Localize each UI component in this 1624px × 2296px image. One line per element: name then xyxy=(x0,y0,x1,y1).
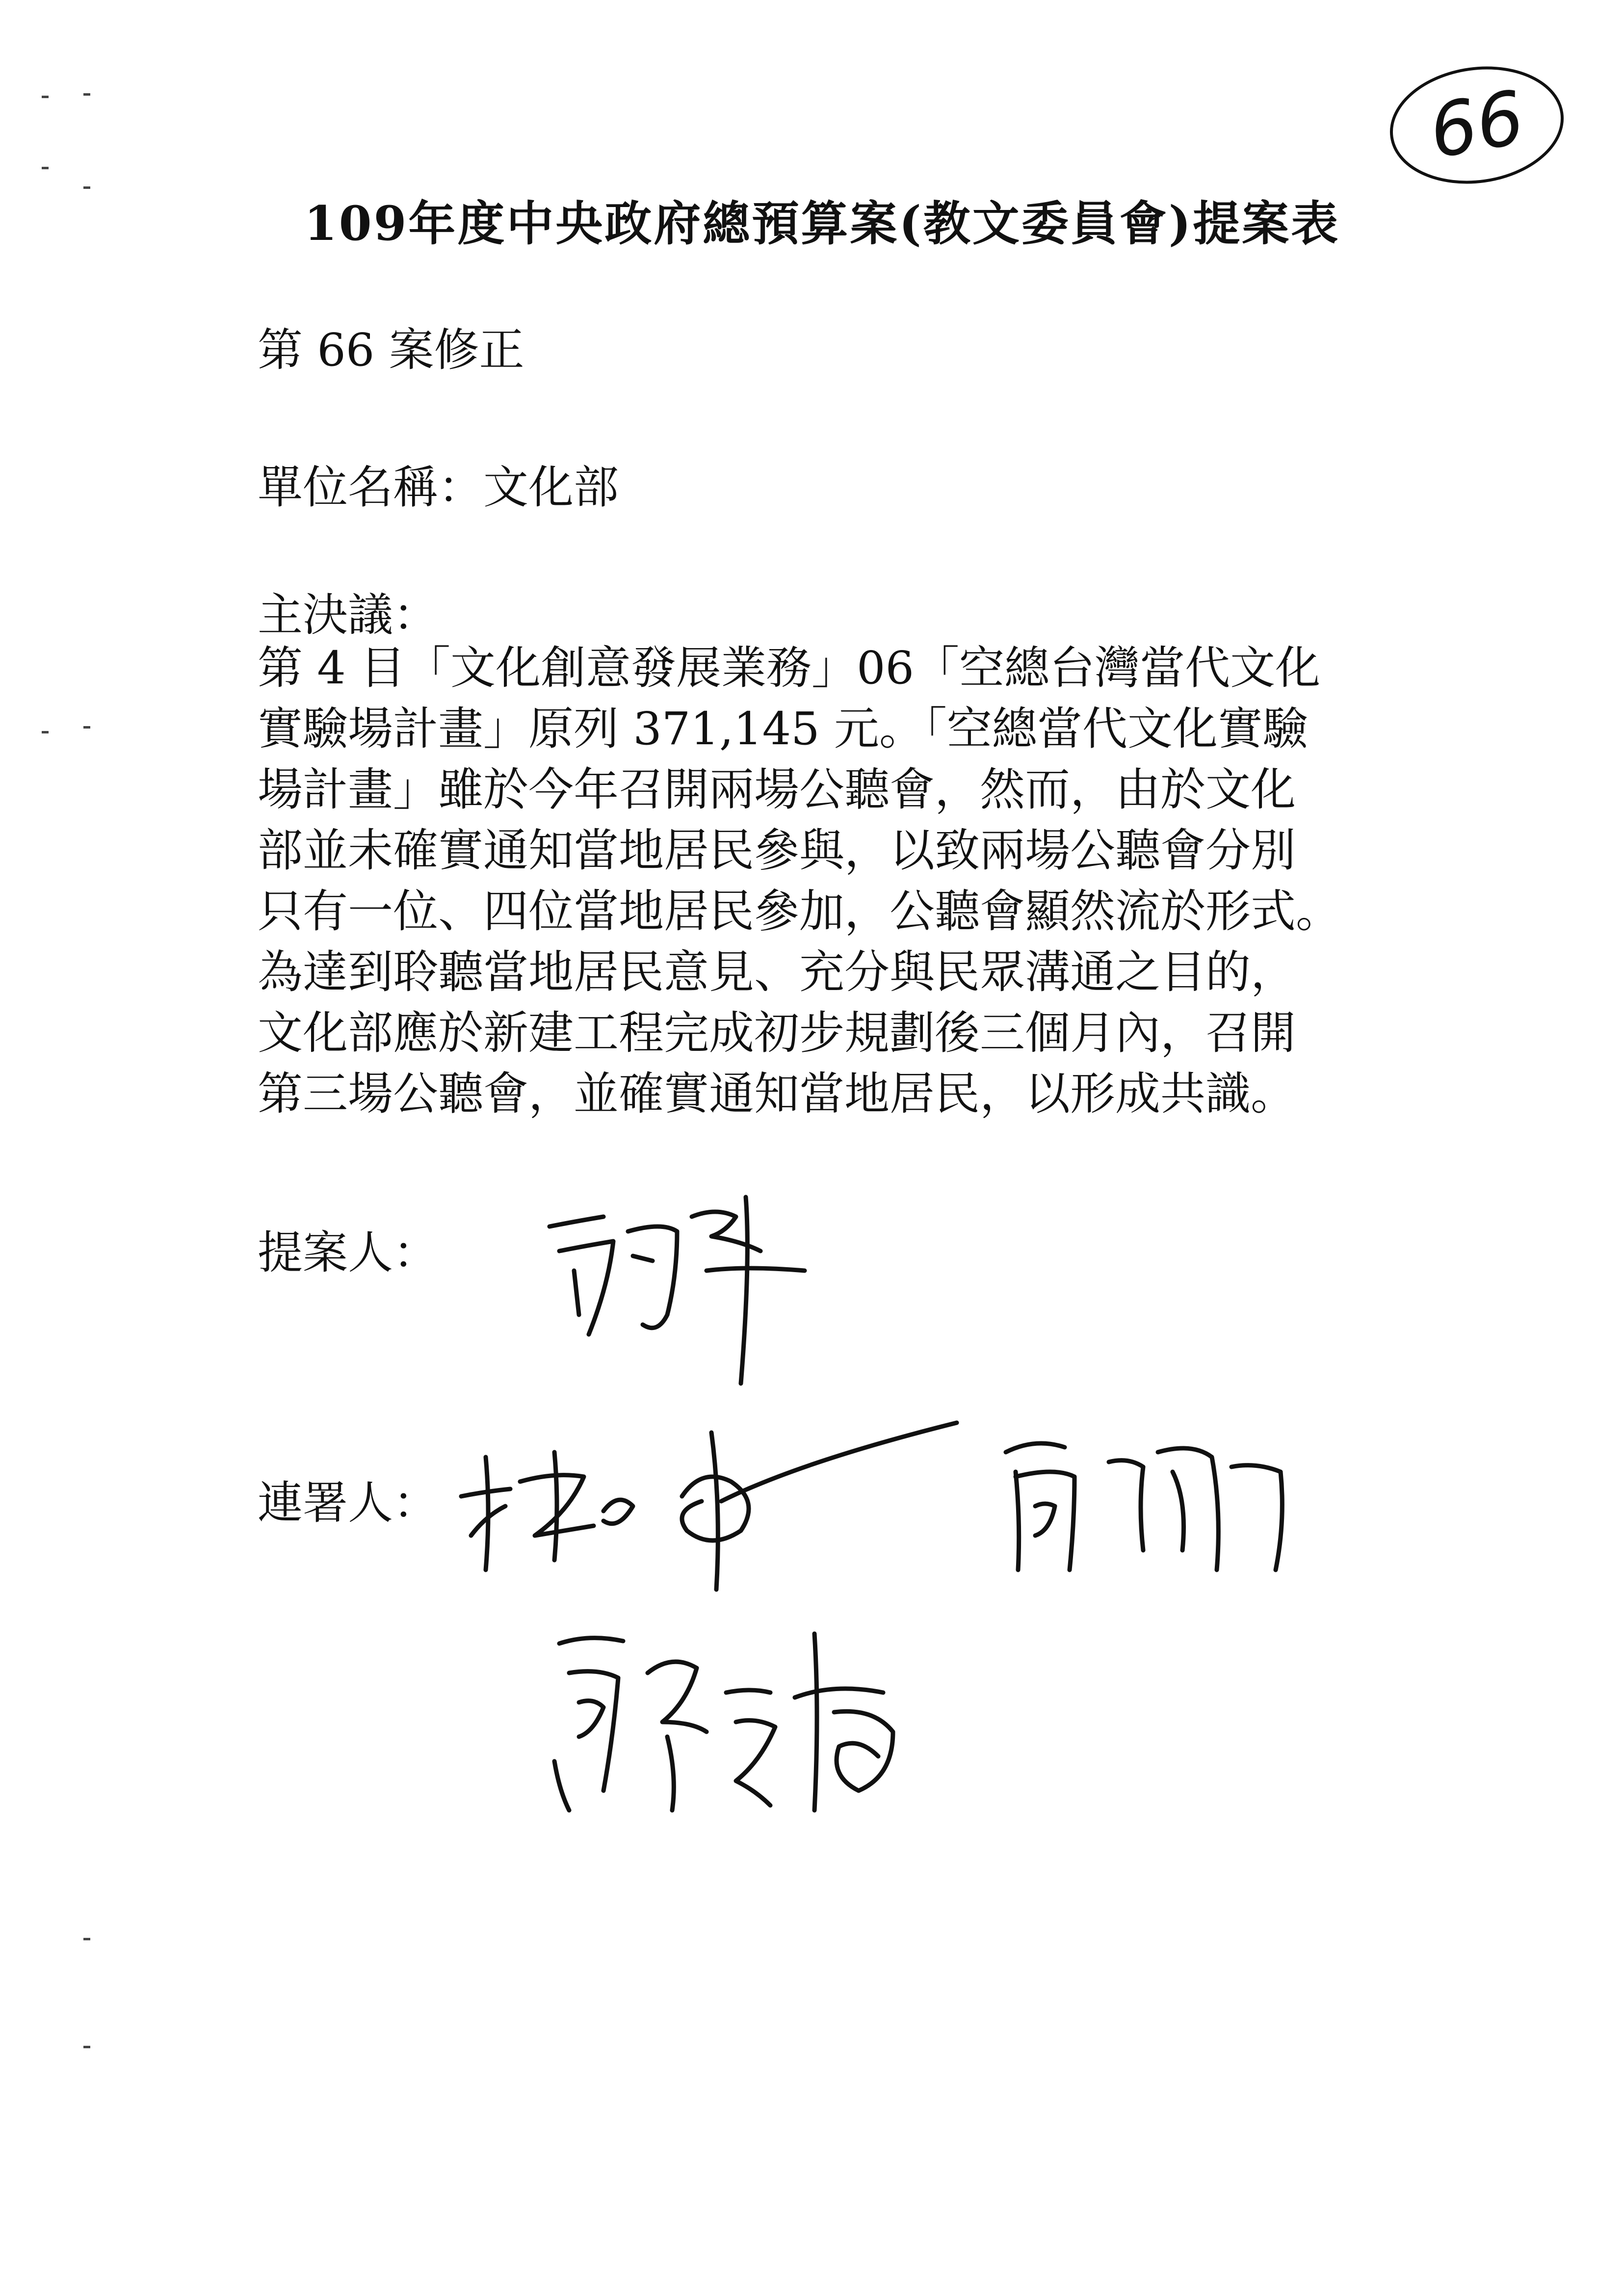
resolution-line: 場計畫」雖於今年召開兩場公聽會，然而，由於文化 xyxy=(258,763,1296,816)
resolution-line: 第 4 目「文化創意發展業務」06「空總台灣當代文化 xyxy=(258,642,1321,694)
cosigner-signature-2 xyxy=(996,1423,1300,1585)
resolution-line: 實驗場計畫」原列 371,145 元。「空總當代文化實驗 xyxy=(258,703,1308,755)
unit-name: 單位名稱：文化部 xyxy=(258,461,619,514)
resolution-label: 主決議： xyxy=(258,589,439,641)
cosigner-label: 連署人： xyxy=(258,1477,439,1529)
resolution-line: 部並未確實通知當地居民參與，以致兩場公聽會分別 xyxy=(258,824,1296,877)
resolution-body xyxy=(258,638,1435,1124)
case-number: 第 66 案修正 xyxy=(258,324,524,376)
page-title: 109年度中央政府總預算案(教文委員會)提案表 xyxy=(304,196,1340,251)
case-number-stamp xyxy=(1384,59,1570,191)
resolution-line: 只有一位、四位當地居民參加，公聽會顯然流於形式。 xyxy=(258,885,1341,938)
proposer-signature xyxy=(530,1187,834,1383)
resolution-line: 文化部應於新建工程完成初步規劃後三個月內，召開 xyxy=(258,1007,1296,1059)
resolution-line: 第三場公聽會，並確實通知當地居民，以形成共識。 xyxy=(258,1068,1296,1120)
resolution-line: 為達到聆聽當地居民意見、充分與民眾溝通之目的， xyxy=(258,946,1296,998)
cosigner-signature-3 xyxy=(540,1614,922,1825)
proposer-label: 提案人： xyxy=(258,1226,439,1279)
scan-margin-marks xyxy=(0,0,98,2296)
cosigner-signature-1 xyxy=(456,1383,1021,1629)
stamp-number: 66 xyxy=(1423,75,1531,176)
